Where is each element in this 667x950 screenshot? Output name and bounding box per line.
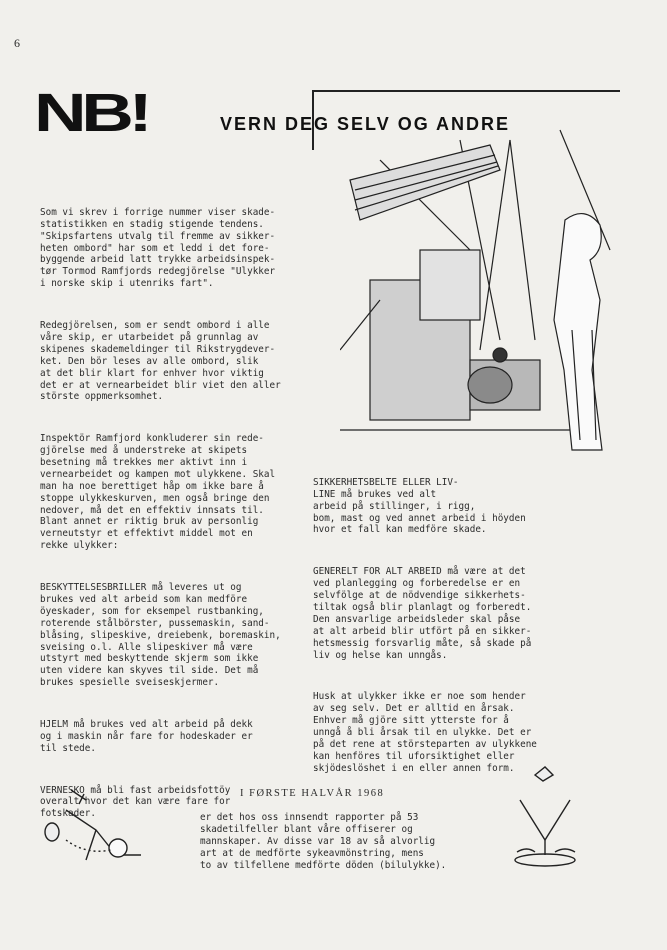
nb-logo: NB!	[34, 83, 148, 143]
right-column	[313, 453, 537, 792]
paragraph-sikkerhetsbelte: SIKKERHETSBELTE ELLER LIV- LINE må brukes ved alt arbeid på stillinger, i rigg, bom, mast og ved annet arbeid i höyden hvor et fall kan medföre skade.	[313, 476, 526, 536]
paragraph-generelt: GENERELT FOR ALT ARBEID må være at det ved planlegging og forberedelse er en selvfölge at de nödvendige sikkerhets- tiltak også blir planlagt og forberedt. Den ansvarlige arbeidsleder skal påse at alt arbeid blir utfört på en sikker- hetsmessig forsvarlig måte, så skade på liv og helse kan unngås.	[313, 566, 532, 661]
left-column	[40, 183, 281, 838]
paragraph-hjelm: HJELM må brukes ved alt arbeid på dekk og i maskin når fare for hodeskader er til stede.	[40, 718, 253, 754]
ship-crane-illustration	[340, 100, 628, 455]
paragraph-intro: Som vi skrev i forrige nummer viser skade- statistikken en stadig stigende tendens. "Skipsfartens utvalg til fremme av sikker- heten ombord" har som et ledd i det fore- byggende arbeid latt trykke arbeidsinspek- tør Tormod Ramfjords redegjörelse "Ulykker i norske skip i utenriks fart".	[40, 206, 276, 290]
frame-line-top	[312, 90, 620, 92]
headline: VERN DEG SELV OG ANDRE	[220, 114, 511, 134]
bottom-paragraph: er det hos oss innsendt rapporter på 53 skadetilfeller blant våre offiserer og mannskaper. Av disse var 18 av så alvorlig art at de medförte sykeavmönstring, mens to av tilfellene medförte döden (bilulykke).	[200, 812, 447, 871]
paragraph-husk: Husk at ulykker ikke er noe som hender av seg selv. Det er alltid en årsak. Enhver må gjöre sitt ytterste for å unngå å bli årsak til en ulykke. Det er på det rene at störsteparten av ulykkene kan henföres til uforsiktighet eller skjödeslöshet i en eller annen form.	[313, 691, 537, 774]
falling-man-illustration	[36, 780, 156, 870]
paragraph-vernesko: VERNESKO må bli fast arbeidsfottöy overalt hvor det kan være fare for fotskader.	[40, 784, 231, 820]
page-number: 6	[14, 36, 20, 50]
paragraph-beskyttelsesbriller: BESKYTTELSESBRILLER må leveres ut og brukes ved alt arbeid som kan medföre öyeskader, som for eksempel rustbanking, roterende stålbörster, pussemaskin, sand- blåsing, slipeskive, dreiebenk, boremaskin, sveising o.l. Alle slipeskiver må være utstyrt med beskyttende skjerm som ikke uten videre kan skyves til side. Det må brukes spesielle sveiseskjermer.	[40, 582, 281, 689]
sinking-man-illustration	[505, 760, 605, 875]
paragraph-redegjorelse: Redegjörelsen, som er sendt ombord i alle våre skip, er utarbeidet på grunnlag av skipenes skademeldinger til Rikstrygdever- ket. Den bör leses av alle ombord, slik at det blir klart for enhver hvor viktig det er at vernearbeidet blir viet den aller störste oppmerksomhet.	[40, 319, 281, 403]
paragraph-inspektor: Inspektör Ramfjord konkluderer sin rede- gjörelse med å understreke at skipets besetning må trekkes mer aktivt inn i vernearbeidet og kampen mot ulykkene. Skal man ha noe berettiget håp om ikke bare å stoppe ulykkeskurven, men også bringe den nedover, må det en effektiv innsats til. Blant annet er riktig bruk av personlig verneutstyr et effektivt middel mot en rekke ulykker:	[40, 433, 276, 552]
bottom-title: I FØRSTE HALVÅR 1968	[240, 788, 385, 799]
